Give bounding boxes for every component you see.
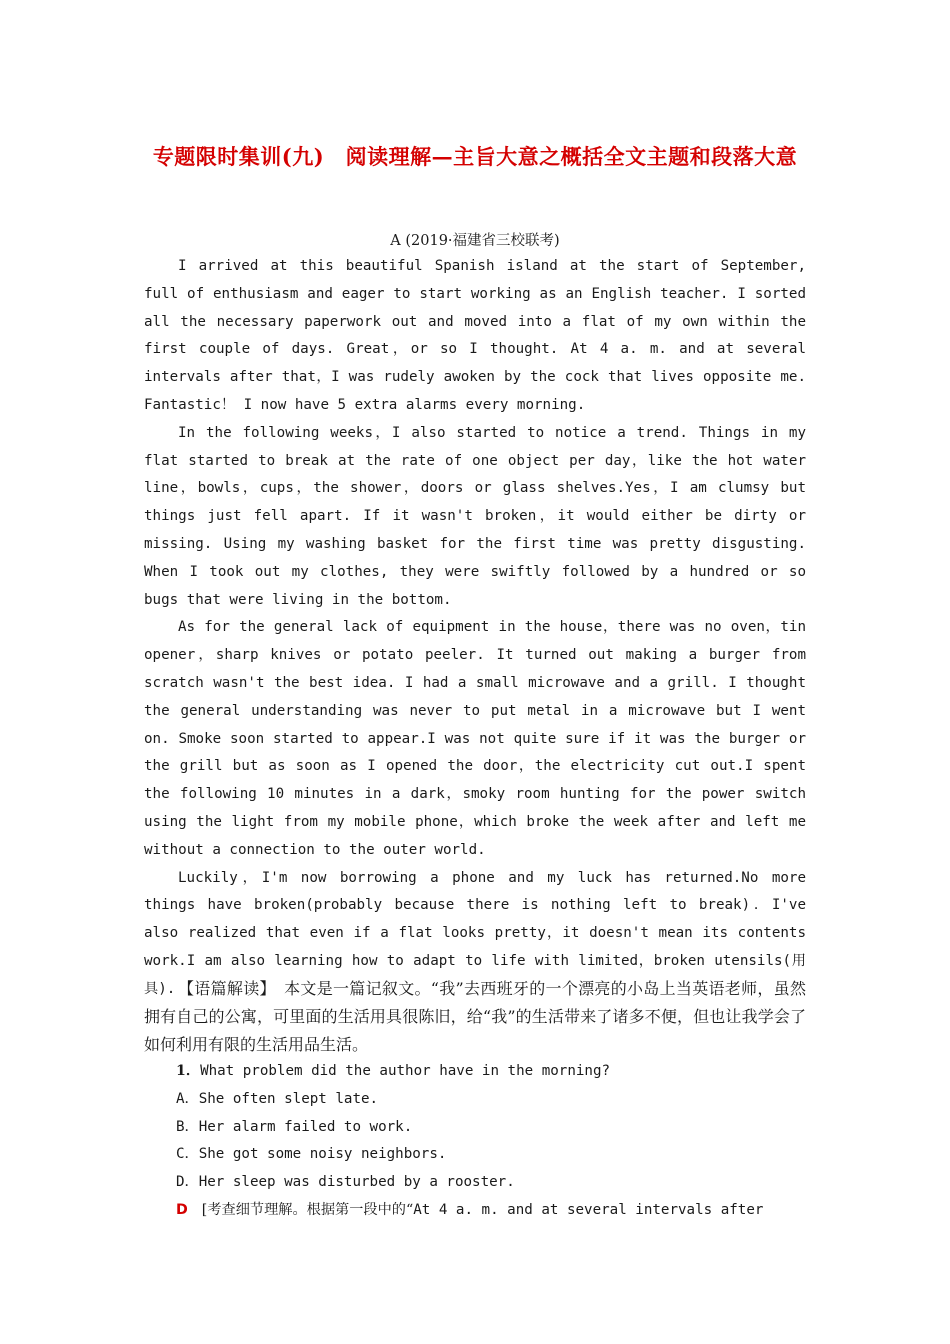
option-b: B．Her alarm failed to work. [176,1118,413,1135]
question-stem-line [176,1058,806,1086]
paragraph-1: I arrived at this beautiful Spanish island at the start of September, full of enthusiasm and eager to start working as an English teacher. I sorted all the necessary paperwork out and moved into a flat of my own within the first couple of days. Great，or so I thought. At 4 a. m. and at several intervals after that，I was rudely awoken by the cock that lives opposite me. Fantastic！ I now have 5 extra alarms every morning. [144,258,806,413]
question-number: 1． [176,1063,201,1079]
page-title: 专题限时集训(九) 阅读理解—主旨大意之概括全文主题和段落大意 [152,144,798,169]
passage-analysis [144,975,806,1059]
explanation-quote: At 4 a. m. and at several intervals after [413,1201,764,1218]
analysis-tag: 【语篇解读】 [178,979,268,998]
option-a: A．She often slept late. [176,1090,379,1107]
answer-letter: D [176,1201,188,1218]
option-c: C．She got some noisy neighbors. [176,1146,447,1163]
question-1 [176,1058,806,1225]
question-stem: What problem did the author have in the morning? [200,1063,611,1079]
passage-source: A (2019·福建省三校联考) [390,233,560,249]
explanation-prefix: [考查细节理解。根据第一段中的“ [201,1201,414,1218]
option-d: D．Her sleep was disturbed by a rooster. [176,1174,515,1191]
paragraph-3: As for the general lack of equipment in the house，there was no oven，tin opener，sharp knives or potato peeler. It turned out making a burger from scratch wasn't the best idea. I had a small microwave and a grill. I thought the general understanding was never to put metal in a microwave but I went on. Smoke soon started to appear.I was not quite sure if it was the burger or the grill but as soon as I opened the door，the electricity cut out.I spent the following 10 minutes in a dark，smoky room hunting for the power switch using the light from my mobile phone，which broke the week after and left me without a connection to the outer world. [144,619,806,858]
analysis-text: 本文是一篇记叙文。“我”去西班牙的一个漂亮的小岛上当英语老师，虽然拥有自己的公寓，可里面的生活用具很陈旧，给“我”的生活带来了诸多不便，但也让我学会了如何利用有限的生活用品生活。 [144,979,806,1054]
paragraph-4: Luckily，I'm now borrowing a phone and my luck has returned.No more things have broken(probably because there is nothing left to break)．I've also realized that even if a flat looks pretty，it doesn't mean its contents work.I am also learning how to adapt to life with limited，broken utensils(用具). [144,869,806,997]
reading-passage [144,253,806,1004]
answer-line [176,1197,806,1225]
paragraph-2: In the following weeks，I also started to notice a trend. Things in my flat started to break at the rate of one object per day，like the hot water line，bowls，cups，the shower，doors or glass shelves.Yes，I am clumsy but things just fell apart. If it wasn't broken，it would either be dirty or missing. Using my washing basket for the first time was pretty disgusting. When I took out my clothes, they were swiftly followed by a hundred or so bugs that were living in the bottom. [144,424,806,608]
